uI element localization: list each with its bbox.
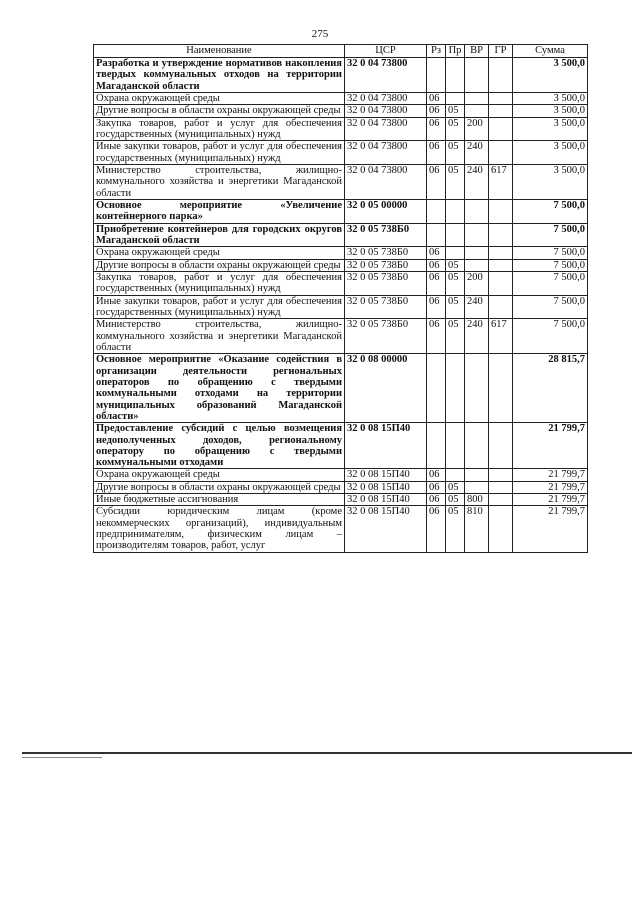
row-vr-cell [465,423,489,469]
row-sum-cell: 3 500,0 [513,92,588,104]
row-vr-cell: 200 [465,271,489,295]
row-name-cell: Закупка товаров, работ и услуг для обеспечения государственных (муниципальных) нужд [94,271,345,295]
table-row [94,354,588,423]
row-rz-cell: 06 [427,92,446,104]
row-sum-cell: 3 500,0 [513,58,588,93]
row-vr-cell: 240 [465,295,489,319]
table-row [94,141,588,165]
row-rz-cell [427,354,446,423]
row-name-cell: Другие вопросы в области охраны окружающей среды [94,259,345,271]
row-vr-cell [465,199,489,223]
row-gr-cell [489,223,513,247]
row-sum-cell: 3 500,0 [513,117,588,141]
table-row [94,319,588,354]
row-name-cell: Закупка товаров, работ и услуг для обеспечения государственных (муниципальных) нужд [94,117,345,141]
table-row [94,199,588,223]
row-csr-cell: 32 0 04 73800 [345,58,427,93]
header-vr: ВР [465,45,489,58]
row-csr-cell: 32 0 08 15П40 [345,494,427,506]
header-pr: Пр [446,45,465,58]
row-rz-cell [427,223,446,247]
row-gr-cell [489,58,513,93]
row-pr-cell: 05 [446,259,465,271]
header-sum: Сумма [513,45,588,58]
table-row [94,223,588,247]
row-sum-cell: 21 799,7 [513,423,588,469]
row-csr-cell: 32 0 08 15П40 [345,481,427,493]
row-gr-cell: 617 [489,164,513,199]
row-pr-cell [446,223,465,247]
row-name-cell: Охрана окружающей среды [94,469,345,481]
row-csr-cell: 32 0 04 73800 [345,164,427,199]
row-name-cell: Министерство строительства, жилищно-коммунального хозяйства и энергетики Магаданской области [94,164,345,199]
row-sum-cell: 21 799,7 [513,506,588,552]
row-vr-cell [465,58,489,93]
row-rz-cell: 06 [427,494,446,506]
row-vr-cell [465,354,489,423]
row-pr-cell: 05 [446,141,465,165]
table-row [94,117,588,141]
row-gr-cell [489,199,513,223]
row-csr-cell: 32 0 05 738Б0 [345,319,427,354]
row-rz-cell: 06 [427,247,446,259]
row-name-cell: Субсидии юридическим лицам (кроме некоммерческих организаций), индивидуальным предпринимателям, физическим лицам – производителям товаров, работ, услуг [94,506,345,552]
row-vr-cell [465,247,489,259]
row-pr-cell: 05 [446,481,465,493]
row-gr-cell [489,494,513,506]
row-sum-cell: 7 500,0 [513,259,588,271]
header-name: Наименование [94,45,345,58]
budget-table [93,44,588,553]
row-csr-cell: 32 0 04 73800 [345,92,427,104]
row-vr-cell: 800 [465,494,489,506]
row-sum-cell: 3 500,0 [513,164,588,199]
row-rz-cell: 06 [427,141,446,165]
table-header-row [94,45,588,58]
row-csr-cell: 32 0 05 738Б0 [345,295,427,319]
row-name-cell: Предоставление субсидий с целью возмещения недополученных доходов, региональному оператору по обращению с твердыми коммунальными отходами [94,423,345,469]
row-rz-cell: 06 [427,469,446,481]
row-name-cell: Охрана окружающей среды [94,92,345,104]
row-gr-cell [489,105,513,117]
row-pr-cell: 05 [446,164,465,199]
row-gr-cell [489,354,513,423]
row-pr-cell: 05 [446,271,465,295]
row-sum-cell: 7 500,0 [513,223,588,247]
row-rz-cell: 06 [427,271,446,295]
row-csr-cell: 32 0 05 00000 [345,199,427,223]
row-gr-cell [489,506,513,552]
row-gr-cell [489,423,513,469]
row-gr-cell [489,117,513,141]
row-gr-cell [489,92,513,104]
header-rz: Рз [427,45,446,58]
row-gr-cell [489,271,513,295]
row-name-cell: Другие вопросы в области охраны окружающей среды [94,481,345,493]
row-rz-cell [427,199,446,223]
header-gr: ГР [489,45,513,58]
table-row [94,164,588,199]
row-csr-cell: 32 0 08 15П40 [345,506,427,552]
row-pr-cell [446,199,465,223]
row-pr-cell [446,469,465,481]
table-row [94,271,588,295]
row-gr-cell [489,141,513,165]
row-pr-cell [446,58,465,93]
row-gr-cell [489,259,513,271]
row-rz-cell [427,58,446,93]
row-csr-cell: 32 0 08 15П40 [345,469,427,481]
row-pr-cell [446,423,465,469]
table-row [94,494,588,506]
row-pr-cell: 05 [446,105,465,117]
table-row [94,58,588,93]
row-vr-cell [465,92,489,104]
row-rz-cell: 06 [427,506,446,552]
table-row [94,481,588,493]
row-rz-cell: 06 [427,481,446,493]
table-row [94,423,588,469]
row-pr-cell: 05 [446,506,465,552]
row-pr-cell: 05 [446,494,465,506]
row-csr-cell: 32 0 05 738Б0 [345,223,427,247]
row-name-cell: Разработка и утверждение нормативов накопления твердых коммунальных отходов на территории Магаданской области [94,58,345,93]
row-pr-cell [446,247,465,259]
row-gr-cell [489,295,513,319]
row-csr-cell: 32 0 04 73800 [345,141,427,165]
row-pr-cell: 05 [446,295,465,319]
row-csr-cell: 32 0 04 73800 [345,117,427,141]
row-csr-cell: 32 0 05 738Б0 [345,271,427,295]
footer-dash [22,757,102,758]
row-csr-cell: 32 0 05 738Б0 [345,247,427,259]
row-gr-cell [489,469,513,481]
row-rz-cell: 06 [427,319,446,354]
row-rz-cell: 06 [427,164,446,199]
row-sum-cell: 3 500,0 [513,141,588,165]
row-gr-cell: 617 [489,319,513,354]
row-sum-cell: 7 500,0 [513,271,588,295]
row-name-cell: Другие вопросы в области охраны окружающей среды [94,105,345,117]
row-pr-cell [446,92,465,104]
row-sum-cell: 7 500,0 [513,295,588,319]
row-rz-cell: 06 [427,105,446,117]
row-sum-cell: 28 815,7 [513,354,588,423]
row-vr-cell: 810 [465,506,489,552]
row-name-cell: Приобретение контейнеров для городских округов Магаданской области [94,223,345,247]
row-name-cell: Основное мероприятие «Оказание содействия в организации деятельности региональных операторов по обращению с твердыми коммунальными отходами на территории муниципальных образований Магаданской области» [94,354,345,423]
table-row [94,247,588,259]
row-vr-cell [465,469,489,481]
row-sum-cell: 21 799,7 [513,481,588,493]
row-name-cell: Иные бюджетные ассигнования [94,494,345,506]
table-row [94,469,588,481]
row-sum-cell: 7 500,0 [513,199,588,223]
page-number: 275 [311,28,329,40]
row-sum-cell: 7 500,0 [513,247,588,259]
row-sum-cell: 21 799,7 [513,469,588,481]
row-sum-cell: 21 799,7 [513,494,588,506]
row-vr-cell: 200 [465,117,489,141]
row-vr-cell [465,259,489,271]
table-row [94,105,588,117]
row-rz-cell [427,423,446,469]
table-row [94,295,588,319]
row-pr-cell: 05 [446,319,465,354]
row-name-cell: Министерство строительства, жилищно-коммунального хозяйства и энергетики Магаданской области [94,319,345,354]
row-pr-cell [446,354,465,423]
row-csr-cell: 32 0 08 00000 [345,354,427,423]
row-name-cell: Основное мероприятие «Увеличение контейнерного парка» [94,199,345,223]
row-rz-cell: 06 [427,259,446,271]
header-csr: ЦСР [345,45,427,58]
row-rz-cell: 06 [427,295,446,319]
row-csr-cell: 32 0 08 15П40 [345,423,427,469]
row-gr-cell [489,247,513,259]
row-vr-cell [465,105,489,117]
row-vr-cell: 240 [465,141,489,165]
row-vr-cell: 240 [465,164,489,199]
row-rz-cell: 06 [427,117,446,141]
row-sum-cell: 3 500,0 [513,105,588,117]
table-row [94,506,588,552]
row-csr-cell: 32 0 05 738Б0 [345,259,427,271]
row-name-cell: Иные закупки товаров, работ и услуг для обеспечения государственных (муниципальных) нужд [94,295,345,319]
row-vr-cell: 240 [465,319,489,354]
row-sum-cell: 7 500,0 [513,319,588,354]
table-row [94,92,588,104]
row-name-cell: Охрана окружающей среды [94,247,345,259]
footer-divider [22,752,632,754]
row-pr-cell: 05 [446,117,465,141]
row-csr-cell: 32 0 04 73800 [345,105,427,117]
row-vr-cell [465,223,489,247]
table-row [94,259,588,271]
row-name-cell: Иные закупки товаров, работ и услуг для обеспечения государственных (муниципальных) нужд [94,141,345,165]
row-vr-cell [465,481,489,493]
row-gr-cell [489,481,513,493]
